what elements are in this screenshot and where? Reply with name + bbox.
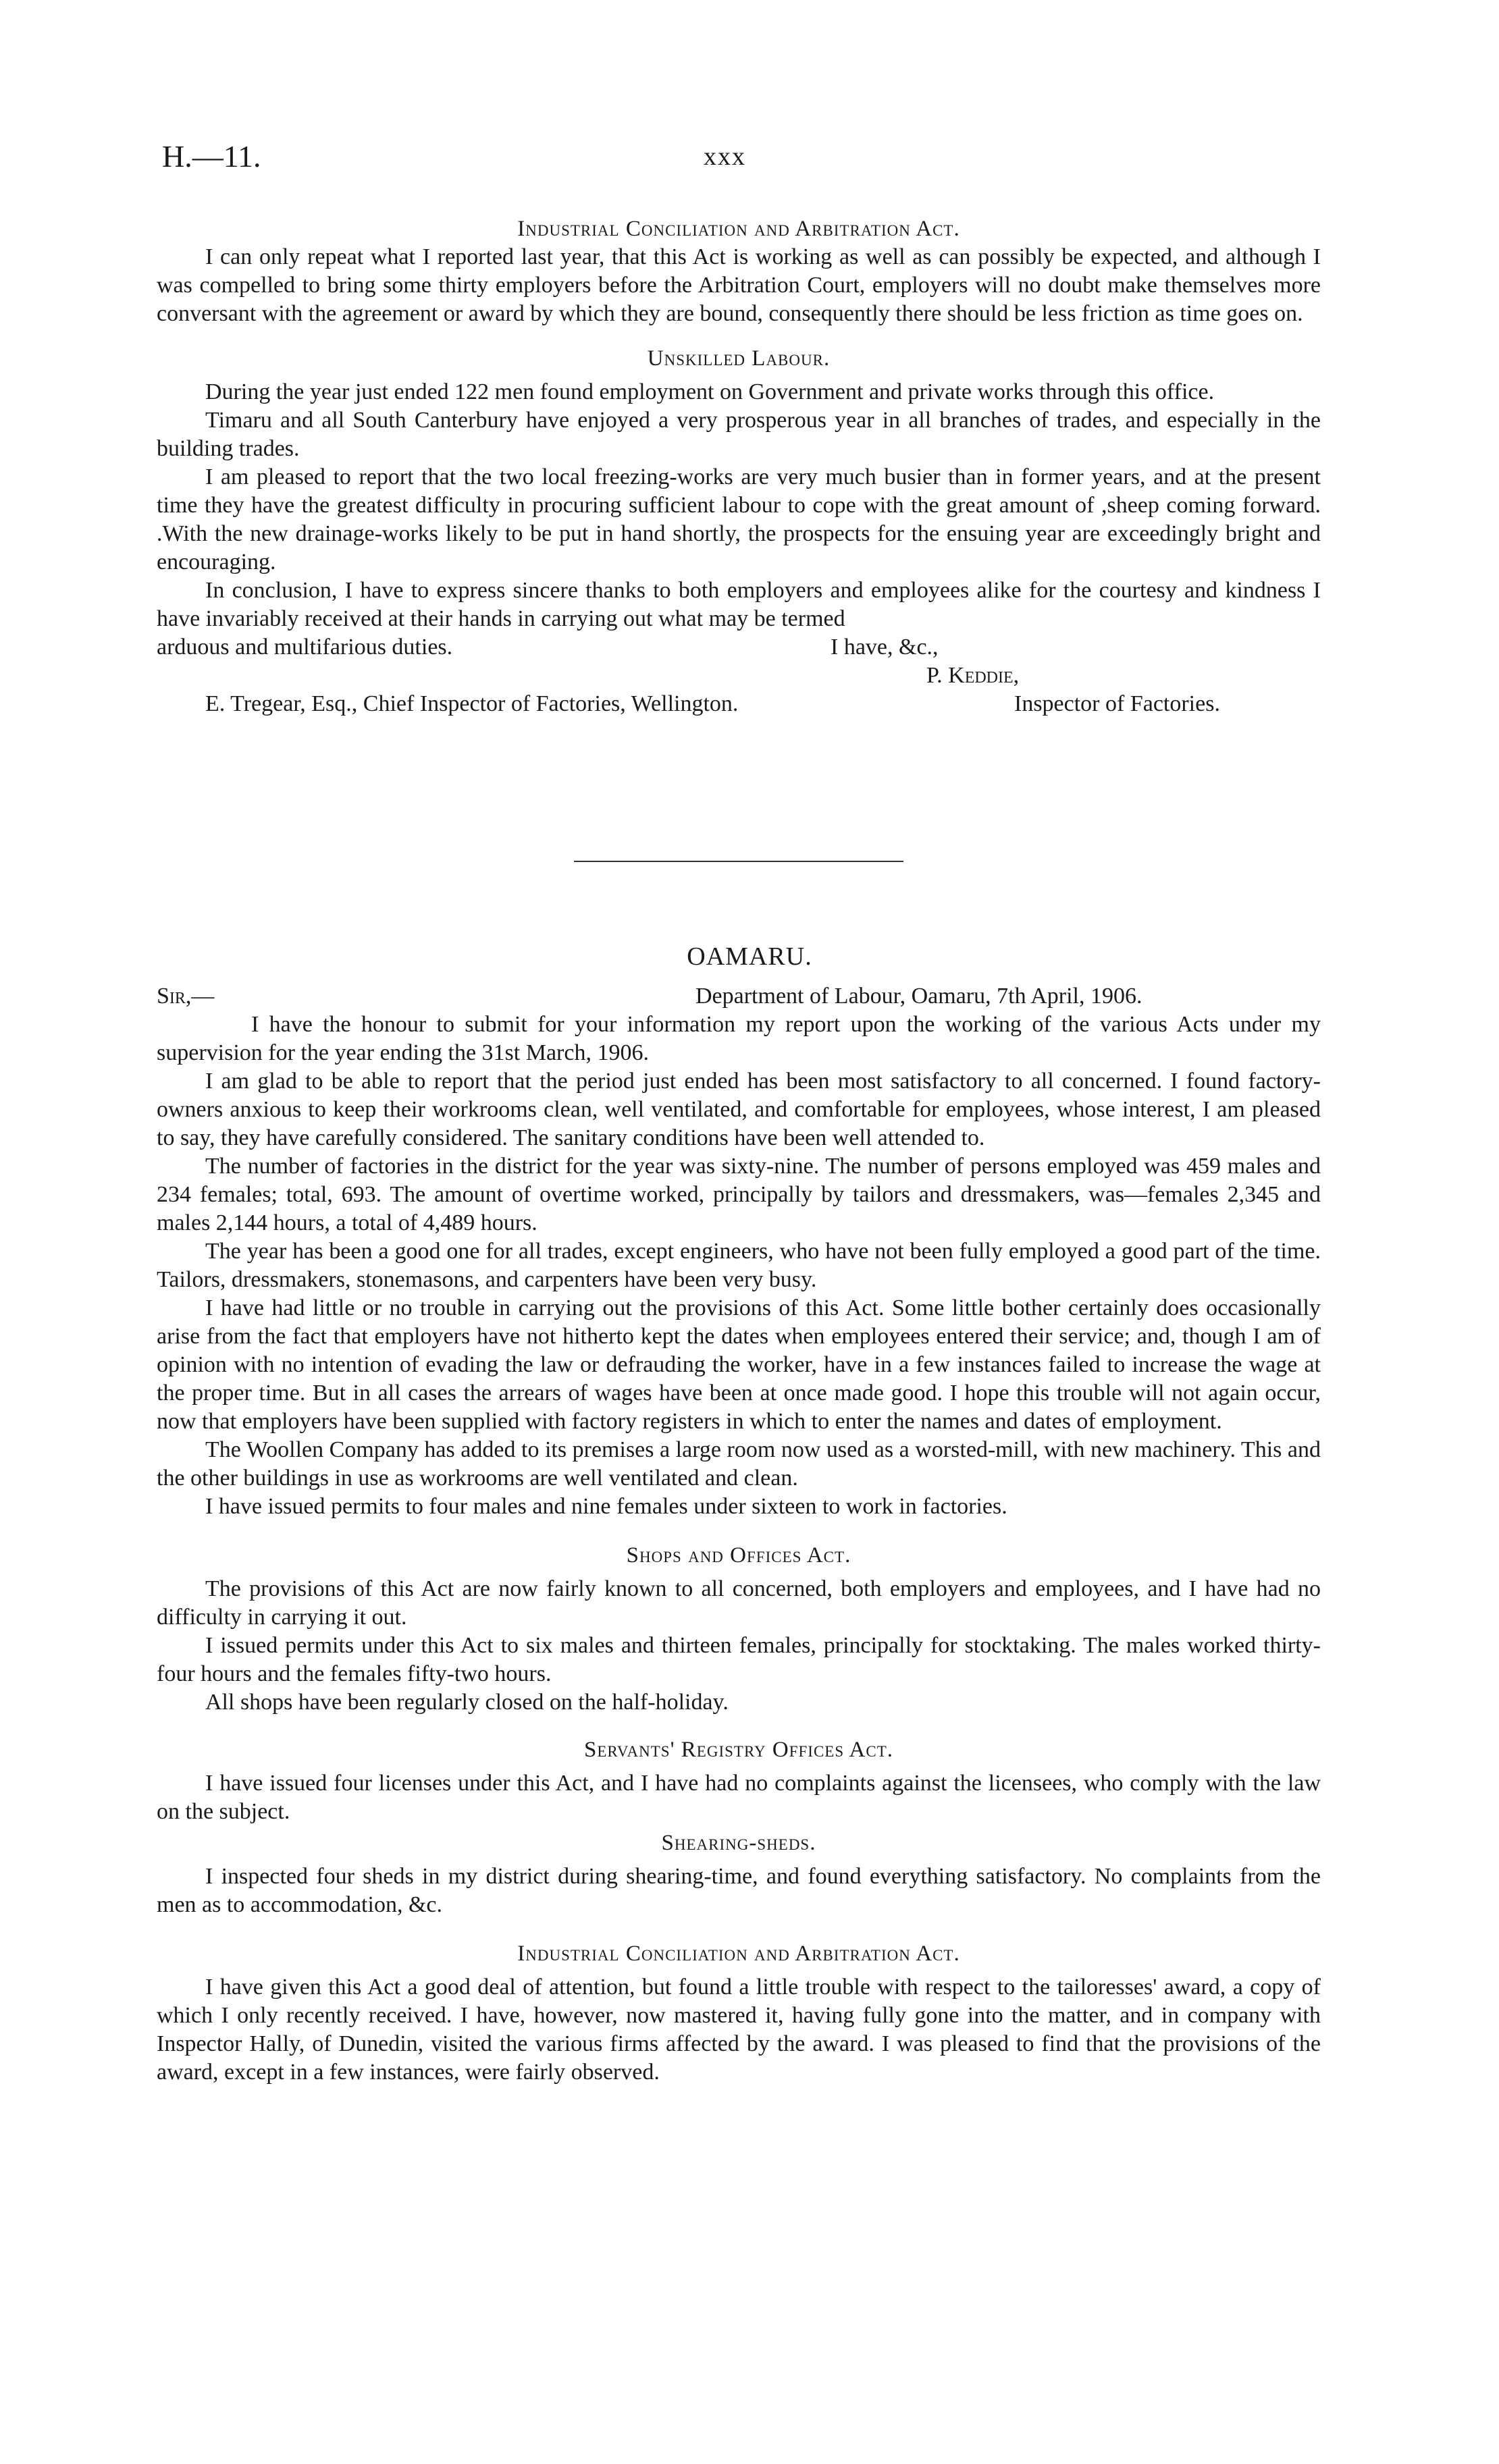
paragraph: The Woollen Company has added to its premises a large room now used as a worsted-mill, with new machinery. This and the other buildings in use as workrooms are well ventilated and clean. bbox=[157, 1437, 1321, 1491]
oamaru-title: OAMARU. bbox=[687, 942, 812, 971]
dateline-row bbox=[157, 982, 1321, 1011]
paragraph: The year has been a good one for all trades, except engineers, who have not been fully employed a good part of the time. Tailors, dressmakers, stonemasons, and carpenters have been very busy. bbox=[157, 1239, 1321, 1292]
paragraph-end: arduous and multifarious duties. bbox=[157, 635, 453, 660]
signer-title: Inspector of Factories. bbox=[1014, 691, 1220, 716]
paragraph: Timaru and all South Canterbury have enjoyed a very prosperous year in all branches of trades, and especially in the building trades. bbox=[157, 408, 1321, 461]
paragraph: I am glad to be able to report that the period just ended has been most satisfactory to all concerned. I found factory-owners anxious to keep their workrooms clean, well ventilated, and comfortable for employees, whose interest, I am pleased to say, they have carefully considered. The sanitary conditions have been well attended to. bbox=[157, 1069, 1321, 1150]
page-number: xxx bbox=[704, 142, 746, 171]
paragraph: All shops have been regularly closed on the half-holiday. bbox=[205, 1690, 729, 1715]
salutation: Sir,— bbox=[157, 984, 215, 1009]
heading-servants-registry: Servants' Registry Offices Act. bbox=[583, 1738, 894, 1762]
heading-ica-oamaru: Industrial Conciliation and Arbitration Act. bbox=[517, 1941, 960, 1966]
paragraph: The number of factories in the district for the year was sixty-nine. The number of persons employed was 459 males and 234 females; total, 693. The amount of overtime worked, principally by tailors and dressmakers, was—females 2,345 and males 2,144 hours, a total of 4,489 hours. bbox=[157, 1154, 1321, 1235]
paragraph: I issued permits under this Act to six males and thirteen females, principally for stocktaking. The males worked thirty-four hours and the females fifty-two hours. bbox=[157, 1633, 1321, 1686]
signature-row bbox=[157, 662, 1321, 690]
closing-row bbox=[157, 633, 1321, 662]
signer-name: P. Keddie, bbox=[926, 663, 1020, 688]
paragraph: I inspected four sheds in my district during shearing-time, and found everything satisfactory. No complaints from the men as to accommodation, &c. bbox=[157, 1864, 1321, 1917]
oamaru-section bbox=[157, 982, 1321, 2087]
addressee: E. Tregear, Esq., Chief Inspector of Factories, Wellington. bbox=[205, 691, 739, 716]
page-reference: H.—11. bbox=[162, 139, 261, 173]
section-divider bbox=[574, 861, 903, 862]
heading-ica-timaru: Industrial Conciliation and Arbitration Act. bbox=[517, 217, 960, 241]
timaru-section bbox=[157, 215, 1321, 718]
paragraph: I have had little or no trouble in carrying out the provisions of this Act. Some little bother certainly does occasionally arise from the fact that employers have not hitherto kept the dates when employees entered their service; and, though I am of opinion with no intention of evading the law or defrauding the worker, have in a few instances failed to increase the wage at the proper time. But in all cases the arrears of wages have been at once made good. I hope this trouble will not again occur, now that employers have been supplied with factory registers in which to enter the names and dates of employment. bbox=[157, 1295, 1321, 1434]
addressee-row bbox=[157, 690, 1321, 718]
paragraph: I can only repeat what I reported last year, that this Act is working as well as can possibly be expected, and although I was compelled to bring some thirty employers before the Arbitration Court, employers will no doubt make themselves more conversant with the agreement or award by which they are bound, consequently there should be less friction as time goes on. bbox=[157, 244, 1321, 326]
paragraph: I am pleased to report that the two local freezing-works are very much busier than in former years, and at the present time they have the greatest difficulty in procuring sufficient labour to cope with the great amount of ,sheep coming forward. .With the new drainage-works likely to be put in hand shortly, the prospects for the ensuing year are exceedingly bright and encouraging. bbox=[157, 464, 1321, 574]
heading-unskilled-labour: Unskilled Labour. bbox=[647, 346, 831, 371]
heading-shops-offices: Shops and Offices Act. bbox=[626, 1543, 851, 1568]
paragraph: I have given this Act a good deal of attention, but found a little trouble with respect to the tailoresses' award, a copy of which I only recently received. I have, however, now mastered it, having fully gone into the matter, and in company with Inspector Hally, of Dunedin, visited the various firms affected by the award. I was pleased to find that the provisions of the award, except in a few instances, were fairly observed. bbox=[157, 1975, 1321, 2085]
paragraph: I have the honour to submit for your information my report upon the working of the various Acts under my supervision for the year ending the 31st March, 1906. bbox=[157, 1012, 1321, 1065]
paragraph: In conclusion, I have to express sincere thanks to both employers and employees alike for the courtesy and kindness I have invariably received at their hands in carrying out what may be termed bbox=[157, 578, 1321, 631]
dateline: Department of Labour, Oamaru, 7th April, 1906. bbox=[695, 984, 1142, 1009]
paragraph: I have issued four licenses under this Act, and I have had no complaints against the licensees, who comply with the law on the subject. bbox=[157, 1771, 1321, 1824]
closing: I have, &c., bbox=[831, 635, 939, 660]
paragraph: The provisions of this Act are now fairly known to all concerned, both employers and employees, and I have had no difficulty in carrying it out. bbox=[157, 1576, 1321, 1630]
paragraph: During the year just ended 122 men found employment on Government and private works through this office. bbox=[205, 379, 1215, 404]
paragraph: I have issued permits to four males and nine females under sixteen to work in factories. bbox=[205, 1494, 1007, 1519]
heading-shearing-sheds: Shearing-sheds. bbox=[661, 1831, 816, 1855]
